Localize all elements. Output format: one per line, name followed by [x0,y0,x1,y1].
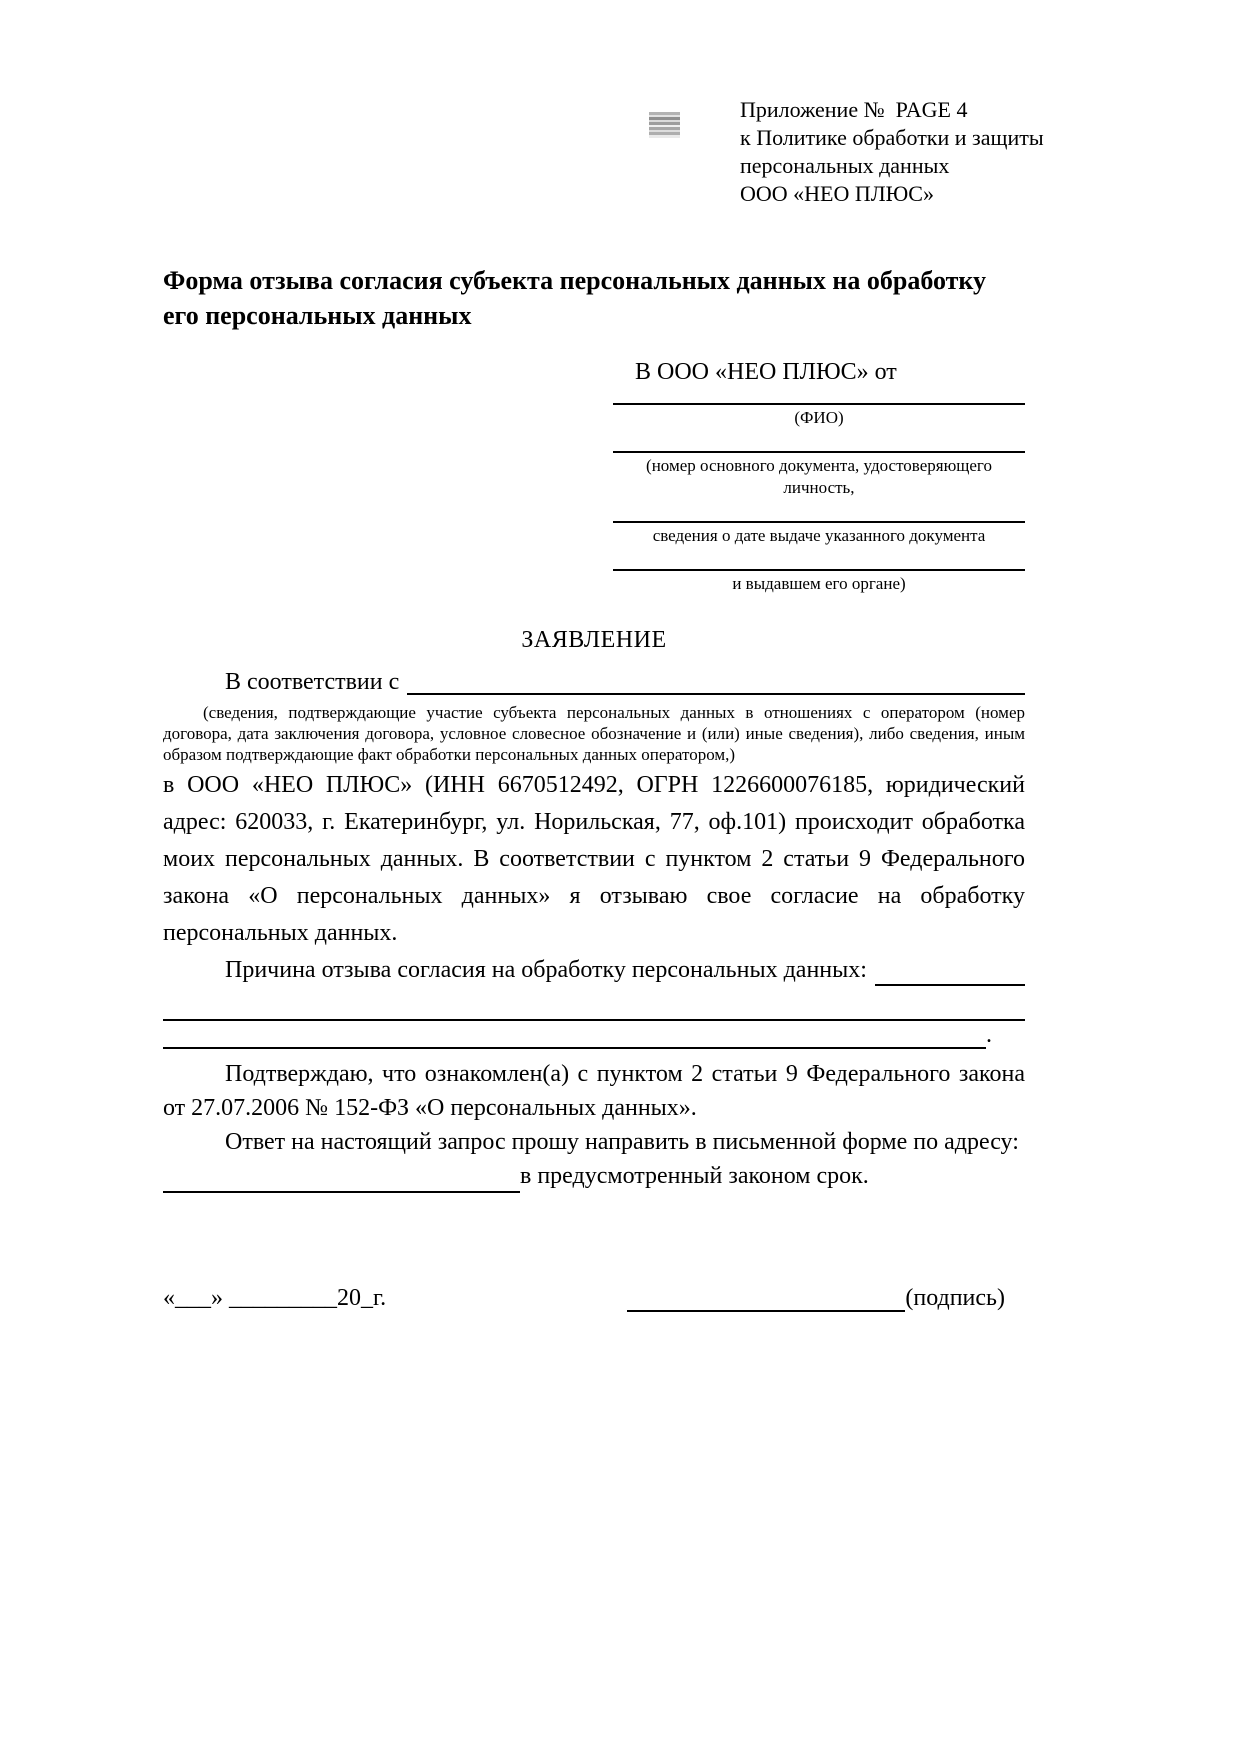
appendix-header-line: Приложение № PAGE 4 [740,97,968,122]
response-address-row [163,1159,1025,1193]
signature-caption: (подпись) [905,1285,1005,1311]
appendix-header-line: ООО «НЕО ПЛЮС» [740,181,934,206]
signature-blank-line [627,1290,905,1312]
reason-blank-line-3 [163,1021,986,1049]
reason-blank-line-2 [163,1003,1025,1021]
document-number-caption: (номер основного документа, удостоверяющего личность, [646,456,992,497]
document-number-blank-line [613,436,1025,453]
addressee-block [613,359,1025,595]
issue-date-caption: сведения о дате выдаче указанного документа [652,526,986,545]
intro-prefix: В соответствии с [225,669,400,695]
reason-blank-line [875,952,1025,986]
blurred-lines-icon [649,112,680,138]
address-blank-line [163,1167,520,1193]
signature-group [627,1285,1005,1312]
document-body [163,263,1025,1312]
date-signature-row [163,1285,1025,1312]
statement-heading: ЗАЯВЛЕНИЕ [521,627,667,653]
document-title: Форма отзыва согласия субъекта персональных данных на обработку его персональных данных [163,266,987,330]
confirmation-paragraph: Подтверждаю, что ознакомлен(а) с пунктом 2 статьи 9 Федерального закона от 27.07.2006 № 152-ФЗ «О персональных данных». [163,1061,1025,1121]
appendix-header [740,96,1044,208]
addressee-to-line: В ООО «НЕО ПЛЮС» от [635,359,897,385]
paragraph-indent [163,666,225,698]
blank-line-terminator: . [986,1022,992,1048]
reason-line [163,952,1025,989]
fine-print-note: (сведения, подтверждающие участие субъекта персональных данных в отношениях с оператором (номер договора, дата заключения договора, условное словесное обозначение и (или) иные сведения), либо сведения, иным образом подтверждающие факт обработки персональных данных оператором,) [163,703,1025,764]
reason-blank-line-3-row [163,1021,1025,1049]
fio-blank-line [613,388,1025,405]
response-request-suffix: в предусмотренный законом срок. [520,1163,869,1189]
document-number-field [613,436,1025,499]
date-line: «___» _________20_г. [163,1285,387,1311]
appendix-header-line: к Политике обработки и защиты [740,125,1044,150]
response-request-line: Ответ на настоящий запрос прошу направить в письменной форме по адресу: [225,1129,1019,1155]
statement-body: в ООО «НЕО ПЛЮС» (ИНН 6670512492, ОГРН 1226600076185, юридический адрес: 620033, г. Екатеринбург, ул. Норильская, 77, оф.101) происходит обработка моих персональных данных. В соответствии с пунктом 2 статьи 9 Федерального закона «О персональных данных» я отзываю свое согласие на обработку персональных данных. [163,772,1025,946]
fio-field [613,388,1025,429]
issuing-authority-field [613,554,1025,595]
issuing-authority-blank-line [613,554,1025,571]
intro-blank-line [407,666,1025,695]
paragraph-indent [163,952,225,989]
intro-line [163,666,1025,698]
fio-caption: (ФИО) [794,408,844,427]
issue-date-blank-line [613,506,1025,523]
issue-date-field [613,506,1025,547]
reason-label: Причина отзыва согласия на обработку персональных данных: [225,957,867,983]
issuing-authority-caption: и выдавшем его органе) [732,574,906,593]
appendix-header-line: персональных данных [740,153,950,178]
